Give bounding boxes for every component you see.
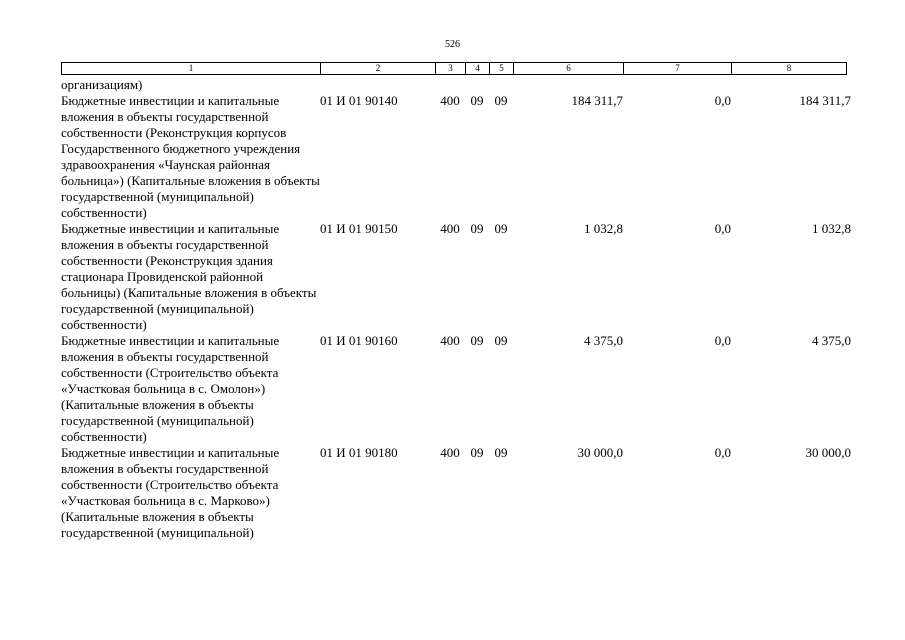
header-col-1: 1 xyxy=(62,63,321,74)
row-col-8: 1 032,8 xyxy=(812,221,851,236)
row-code: 01 И 01 90150 xyxy=(320,221,398,236)
row-col-3: 400 xyxy=(440,93,460,108)
header-col-7: 7 xyxy=(624,63,732,74)
header-col-8: 8 xyxy=(786,63,792,73)
row-col-6: 30 000,0 xyxy=(577,445,623,460)
row-col-8: 30 000,0 xyxy=(805,445,851,460)
header-col-4: 4 xyxy=(466,63,490,74)
row-code: 01 И 01 90180 xyxy=(320,445,398,460)
row-col-3: 400 xyxy=(440,333,460,348)
table-row xyxy=(61,93,851,221)
header-col-5: 5 xyxy=(490,63,514,74)
row-col-5: 09 xyxy=(494,333,508,348)
table-header xyxy=(61,62,847,75)
row-col-7: 0,0 xyxy=(714,221,731,236)
row-name: Бюджетные инвестиции и капитальные вложения в объекты государственной собственности (Реконструкция здания стационара Провиденской районной больницы) (Капитальные вложения в объекты государственной (муниципальной) собственности) xyxy=(61,221,317,332)
header-col-6: 6 xyxy=(514,63,624,74)
row-col-6: 184 311,7 xyxy=(571,93,623,108)
row-col-4: 09 xyxy=(470,93,484,108)
row-col-7: 0,0 xyxy=(714,445,731,460)
header-col-3: 3 xyxy=(436,63,466,74)
page-number: 526 xyxy=(445,39,460,50)
row-name: Бюджетные инвестиции и капитальные вложения в объекты государственной собственности (Строительство объекта «Участковая больница в с. Омолон») (Капитальные вложения в объекты государственной (муниципальной) собственности) xyxy=(61,333,280,444)
row-col-3: 400 xyxy=(440,445,460,460)
table-row xyxy=(61,221,851,333)
row-col-7: 0,0 xyxy=(714,93,731,108)
row-col-3: 400 xyxy=(440,221,460,236)
row-name: Бюджетные инвестиции и капитальные вложения в объекты государственной собственности (Строительство объекта «Участковая больница в с. Марково») (Капитальные вложения в объекты государственной (муниципальной) xyxy=(61,445,280,540)
row-col-4: 09 xyxy=(470,333,484,348)
row-name: Бюджетные инвестиции и капитальные вложения в объекты государственной собственности (Реконструкция корпусов Государственного бюджетного учреждения здравоохранения «Чаунская районная больница») (Капитальные вложения в объекты государственной (муниципальной) собственности) xyxy=(61,93,320,220)
row-col-6: 4 375,0 xyxy=(584,333,623,348)
row-col-6: 1 032,8 xyxy=(584,221,623,236)
table-body xyxy=(61,77,851,541)
table-row xyxy=(61,333,851,445)
row-col-7: 0,0 xyxy=(714,333,731,348)
table-row xyxy=(61,445,851,541)
row-col-5: 09 xyxy=(494,445,508,460)
row-col-8: 4 375,0 xyxy=(812,333,851,348)
row-code: 01 И 01 90160 xyxy=(320,333,398,348)
row-col-8: 184 311,7 xyxy=(799,93,851,108)
row-col-5: 09 xyxy=(494,93,508,108)
row-col-4: 09 xyxy=(470,221,484,236)
continuation-text: организациям) xyxy=(61,77,143,92)
row-col-4: 09 xyxy=(470,445,484,460)
row-col-5: 09 xyxy=(494,221,508,236)
row-code: 01 И 01 90140 xyxy=(320,93,398,108)
header-col-2: 2 xyxy=(321,63,436,74)
